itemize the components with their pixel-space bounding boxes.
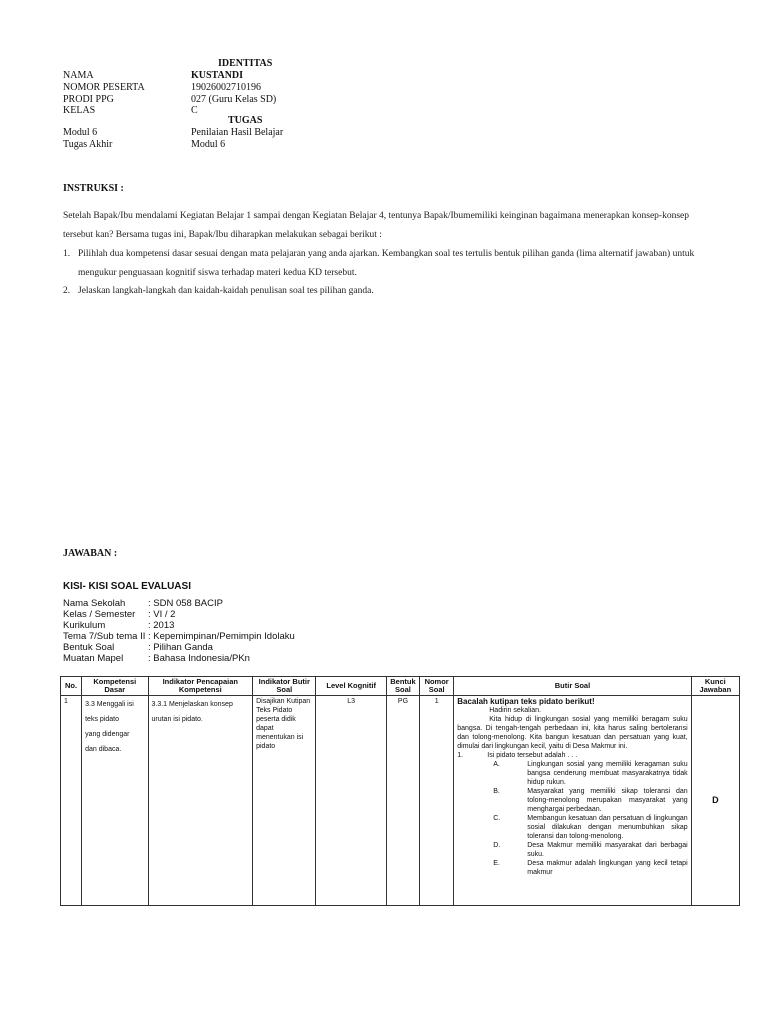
tugas-label: Modul 6 xyxy=(63,127,98,138)
jawaban-heading: JAWABAN : xyxy=(63,548,118,559)
instruksi-item-number: 1. xyxy=(63,249,71,259)
identity-value: 19026002710196 xyxy=(191,82,261,93)
option-text: Masyarakat yang memiliki sikap toleransi dan tolong-menolong merupakan masyarakat yang menghargai perbedaan. xyxy=(527,788,688,813)
option-letter: B. xyxy=(493,788,500,795)
question-text: Isi pidato tersebut adalah . . . xyxy=(487,752,578,759)
table-header-row xyxy=(61,677,740,696)
tugas-value: Modul 6 xyxy=(191,139,226,150)
cell-nomor-soal: 1 xyxy=(420,696,454,906)
identitas-title: IDENTITAS xyxy=(218,58,273,69)
table-row xyxy=(61,696,740,906)
option-a xyxy=(457,760,687,787)
question-number: 1. xyxy=(457,752,464,759)
header-indikator-pencapaian: Indikator Pencapaian Kompetensi xyxy=(148,677,253,696)
info-value: : VI / 2 xyxy=(148,609,176,620)
header-kompetensi-dasar: Kompetensi Dasar xyxy=(82,677,148,696)
cell-bentuk-soal: PG xyxy=(386,696,419,906)
cell-no: 1 xyxy=(61,696,82,906)
cell-kunci-jawaban: D xyxy=(691,696,739,906)
kd-line: 3.3 Menggali isi xyxy=(85,701,134,708)
option-b xyxy=(457,787,687,814)
tugas-title: TUGAS xyxy=(228,115,263,126)
info-value: : Bahasa Indonesia/PKn xyxy=(148,653,250,664)
info-label: Bentuk Soal xyxy=(63,642,115,653)
instruksi-item-text: Pilihlah dua kompetensi dasar sesuai dengan mata pelajaran yang anda ajarkan. Kembangkan soal tes tertulis bentuk pilihan ganda (lima alternatif jawaban) untuk xyxy=(78,249,695,259)
identity-label: PRODI PPG xyxy=(63,94,114,105)
info-label: Muatan Mapel xyxy=(63,653,124,664)
instruksi-intro-line-2: tersebut kan? Bersama tugas ini, Bapak/Ibu diharapkan melakukan sebagai berikut : xyxy=(63,230,382,240)
butir-greeting: Hadirin sekalian. xyxy=(489,707,541,714)
option-d xyxy=(457,841,687,859)
instruksi-item-text: Jelaskan langkah-langkah dan kaidah-kaidah penulisan soal tes pilihan ganda. xyxy=(78,286,374,296)
header-kunci-jawaban: Kunci Jawaban xyxy=(691,677,739,696)
tugas-value: Penilaian Hasil Belajar xyxy=(191,127,284,138)
identity-label: KELAS xyxy=(63,105,96,116)
header-indikator-butir: Indikator Butir Soal xyxy=(253,677,316,696)
instruksi-intro-line-1: Setelah Bapak/Ibu mendalami Kegiatan Belajar 1 sampai dengan Kegiatan Belajar 4, tentunya Bapak/Ibumemiliki keinginan bagaimana menerapkan konsep-konsep xyxy=(63,211,689,221)
kd-line: teks pidato xyxy=(85,716,119,723)
header-butir-soal: Butir Soal xyxy=(454,677,691,696)
kisi-table xyxy=(60,676,740,906)
kisi-title: KISI- KISI SOAL EVALUASI xyxy=(63,581,191,592)
info-value: : Pilihan Ganda xyxy=(148,642,213,653)
cell-indikator-pencapaian: 3.3.1 Menjelaskan konsep urutan isi pidato. xyxy=(148,696,253,906)
option-e xyxy=(457,859,687,877)
cell-kompetensi-dasar xyxy=(82,696,148,906)
option-letter: A. xyxy=(493,761,500,768)
info-value: : 2013 xyxy=(148,620,175,631)
identity-value: 027 (Guru Kelas SD) xyxy=(191,94,277,105)
header-nomor-soal: Nomor Soal xyxy=(420,677,454,696)
option-letter: C. xyxy=(493,815,501,822)
header-no: No. xyxy=(61,677,82,696)
tugas-label: Tugas Akhir xyxy=(63,139,113,150)
kd-line: yang didengar xyxy=(85,731,130,738)
info-label: Kelas / Semester xyxy=(63,609,136,620)
instruksi-item-text: mengukur penguasaan kognitif siswa terhadap materi kedua KD tersebut. xyxy=(78,268,357,278)
info-value: : Kepemimpinan/Pemimpin Idolaku xyxy=(148,631,295,642)
info-label: Kurikulum xyxy=(63,620,106,631)
info-label: Tema 7/Sub tema II xyxy=(63,631,146,642)
header-bentuk-soal: Bentuk Soal xyxy=(386,677,419,696)
identity-label: NOMOR PESERTA xyxy=(63,82,145,93)
option-text: Desa Makmur memiliki masyarakat dari berbagai suku. xyxy=(527,842,688,858)
cell-butir-soal xyxy=(454,696,691,906)
instruksi-heading: INSTRUKSI : xyxy=(63,183,124,194)
option-text: Lingkungan sosial yang memiliki keragaman suku bangsa cenderung membuat masyarakatnya tidak hidup rukun. xyxy=(527,761,688,786)
cell-level-kognitif: L3 xyxy=(316,696,386,906)
option-letter: D. xyxy=(493,842,501,849)
option-text: Desa makmur adalah lingkungan yang kecil tetapi makmur xyxy=(527,860,688,876)
identity-label: NAMA xyxy=(63,70,94,81)
identity-value: KUSTANDI xyxy=(191,70,244,81)
info-label: Nama Sekolah xyxy=(63,598,126,609)
butir-question xyxy=(457,751,687,760)
identity-value: C xyxy=(191,105,198,116)
option-c xyxy=(457,814,687,841)
header-level-kognitif: Level Kognitif xyxy=(316,677,386,696)
option-letter: E. xyxy=(493,860,500,867)
option-text: Membangun kesatuan dan persatuan di lingkungan sosial dilakukan dengan menumbuhkan sikap toleransi dan tolong-menolong. xyxy=(527,815,688,840)
info-value: : SDN 058 BACIP xyxy=(148,598,223,609)
cell-indikator-butir: Disajikan Kutipan Teks Pidato peserta didik dapat menentukan isi pidato xyxy=(253,696,316,906)
kd-line: dan dibaca. xyxy=(85,746,122,753)
instruksi-item-number: 2. xyxy=(63,286,71,296)
butir-title: Bacalah kutipan teks pidato berikut! xyxy=(457,697,595,706)
butir-passage: Kita hidup di lingkungan sosial yang memiliki beragam suku bangsa. Di tengah-tengah perbedaan ini, kita harus saling bertoleransi dan tolong-menolong. Kita bangun kesatuan dan persatuan yang kuat, dimulai dari lingkungan kecil, yaitu di Desa Makmur ini. xyxy=(457,716,688,750)
